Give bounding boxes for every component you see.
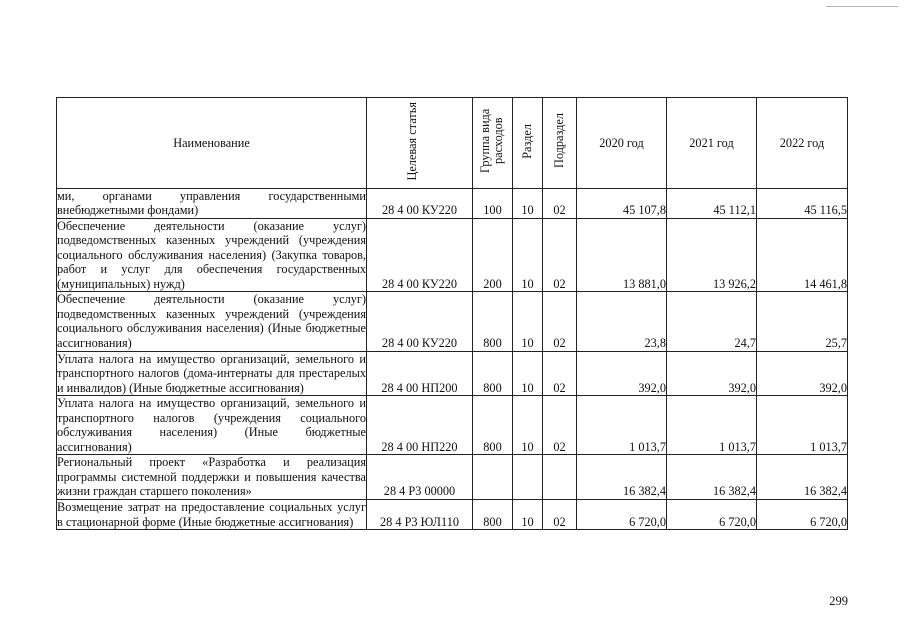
row-name: Обеспечение деятельности (оказание услуг) подведомственных казенных учреждений (учреждения социального обслуживания населения) (Иные бюджетные ассигнования)	[57, 292, 366, 351]
row-subsection: 02	[543, 292, 577, 351]
row-2020: 6 720,0	[577, 500, 667, 530]
row-2022: 6 720,0	[757, 500, 848, 530]
row-group	[473, 455, 513, 500]
col-section-label: Раздел	[520, 123, 534, 159]
row-subsection: 02	[543, 188, 577, 218]
col-2022-header: 2022 год	[757, 98, 848, 189]
table-row	[57, 455, 848, 500]
row-2020: 23,8	[577, 292, 667, 351]
row-2022: 1 013,7	[757, 396, 848, 455]
row-code: 28 4 00 КУ220	[367, 188, 473, 218]
row-section	[513, 455, 543, 500]
row-2021: 24,7	[667, 292, 757, 351]
table-row	[57, 218, 848, 292]
table-row	[57, 351, 848, 396]
row-group: 100	[473, 188, 513, 218]
row-subsection: 02	[543, 396, 577, 455]
row-section: 10	[513, 500, 543, 530]
row-code: 28 4 Р3 ЮЛ110	[367, 500, 473, 530]
row-2021: 45 112,1	[667, 188, 757, 218]
col-group-header	[473, 98, 513, 189]
row-2020: 45 107,8	[577, 188, 667, 218]
row-group: 800	[473, 396, 513, 455]
row-code: 28 4 00 КУ220	[367, 218, 473, 292]
row-2021: 6 720,0	[667, 500, 757, 530]
row-subsection: 02	[543, 500, 577, 530]
col-section-header	[513, 98, 543, 189]
row-2022: 25,7	[757, 292, 848, 351]
row-section: 10	[513, 396, 543, 455]
row-2020: 16 382,4	[577, 455, 667, 500]
row-code: 28 4 00 НП200	[367, 351, 473, 396]
budget-table	[56, 97, 848, 530]
col-target-header	[367, 98, 473, 189]
row-code: 28 4 00 НП220	[367, 396, 473, 455]
row-group: 800	[473, 351, 513, 396]
row-name: Уплата налога на имущество организаций, земельного и транспортного налогов (дома-интернаты для престарелых и инвалидов) (Иные бюджетные ассигнования)	[57, 351, 366, 395]
row-2022: 14 461,8	[757, 218, 848, 292]
col-subsection-header	[543, 98, 577, 189]
row-name: Обеспечение деятельности (оказание услуг) подведомственных казенных учреждений (учреждения социального обслуживания населения) (Закупка товаров, работ и услуг для обеспечения государственных (муниципальных) нужд)	[57, 218, 366, 291]
row-2022: 16 382,4	[757, 455, 848, 500]
row-subsection: 02	[543, 218, 577, 292]
col-2020-header: 2020 год	[577, 98, 667, 189]
table-row	[57, 396, 848, 455]
row-2020: 1 013,7	[577, 396, 667, 455]
col-name-header: Наименование	[57, 98, 367, 189]
row-section: 10	[513, 218, 543, 292]
top-rule	[826, 6, 898, 7]
row-subsection	[543, 455, 577, 500]
table-row	[57, 292, 848, 351]
row-2021: 1 013,7	[667, 396, 757, 455]
row-2021: 392,0	[667, 351, 757, 396]
row-2022: 45 116,5	[757, 188, 848, 218]
row-group: 800	[473, 292, 513, 351]
row-section: 10	[513, 292, 543, 351]
row-code: 28 4 00 КУ220	[367, 292, 473, 351]
row-name: ми, органами управления государственными внебюджетными фондами)	[57, 188, 366, 218]
row-group: 800	[473, 500, 513, 530]
col-2021-header: 2021 год	[667, 98, 757, 189]
row-code: 28 4 Р3 00000	[367, 455, 473, 500]
row-name: Возмещение затрат на предоставление социальных услуг в стационарной форме (Иные бюджетные ассигнования)	[57, 500, 366, 529]
page-number: 299	[829, 594, 848, 608]
col-group-label: Группа вида расходов	[477, 108, 505, 174]
row-2021: 13 926,2	[667, 218, 757, 292]
header-row	[57, 98, 848, 189]
row-group: 200	[473, 218, 513, 292]
row-2020: 392,0	[577, 351, 667, 396]
row-name: Уплата налога на имущество организаций, земельного и транспортного налогов (учреждения социального обслуживания населения) (Иные бюджетные ассигнования)	[57, 396, 366, 454]
col-subsection-label: Подраздел	[552, 113, 566, 169]
row-2022: 392,0	[757, 351, 848, 396]
row-section: 10	[513, 188, 543, 218]
row-2021: 16 382,4	[667, 455, 757, 500]
row-2020: 13 881,0	[577, 218, 667, 292]
row-section: 10	[513, 351, 543, 396]
row-subsection: 02	[543, 351, 577, 396]
row-name: Региональный проект «Разработка и реализация программы системной поддержки и повышения качества жизни граждан старшего поколения»	[57, 455, 366, 499]
table-row	[57, 188, 848, 218]
table-row	[57, 500, 848, 530]
col-target-label: Целевая статья	[404, 101, 419, 181]
